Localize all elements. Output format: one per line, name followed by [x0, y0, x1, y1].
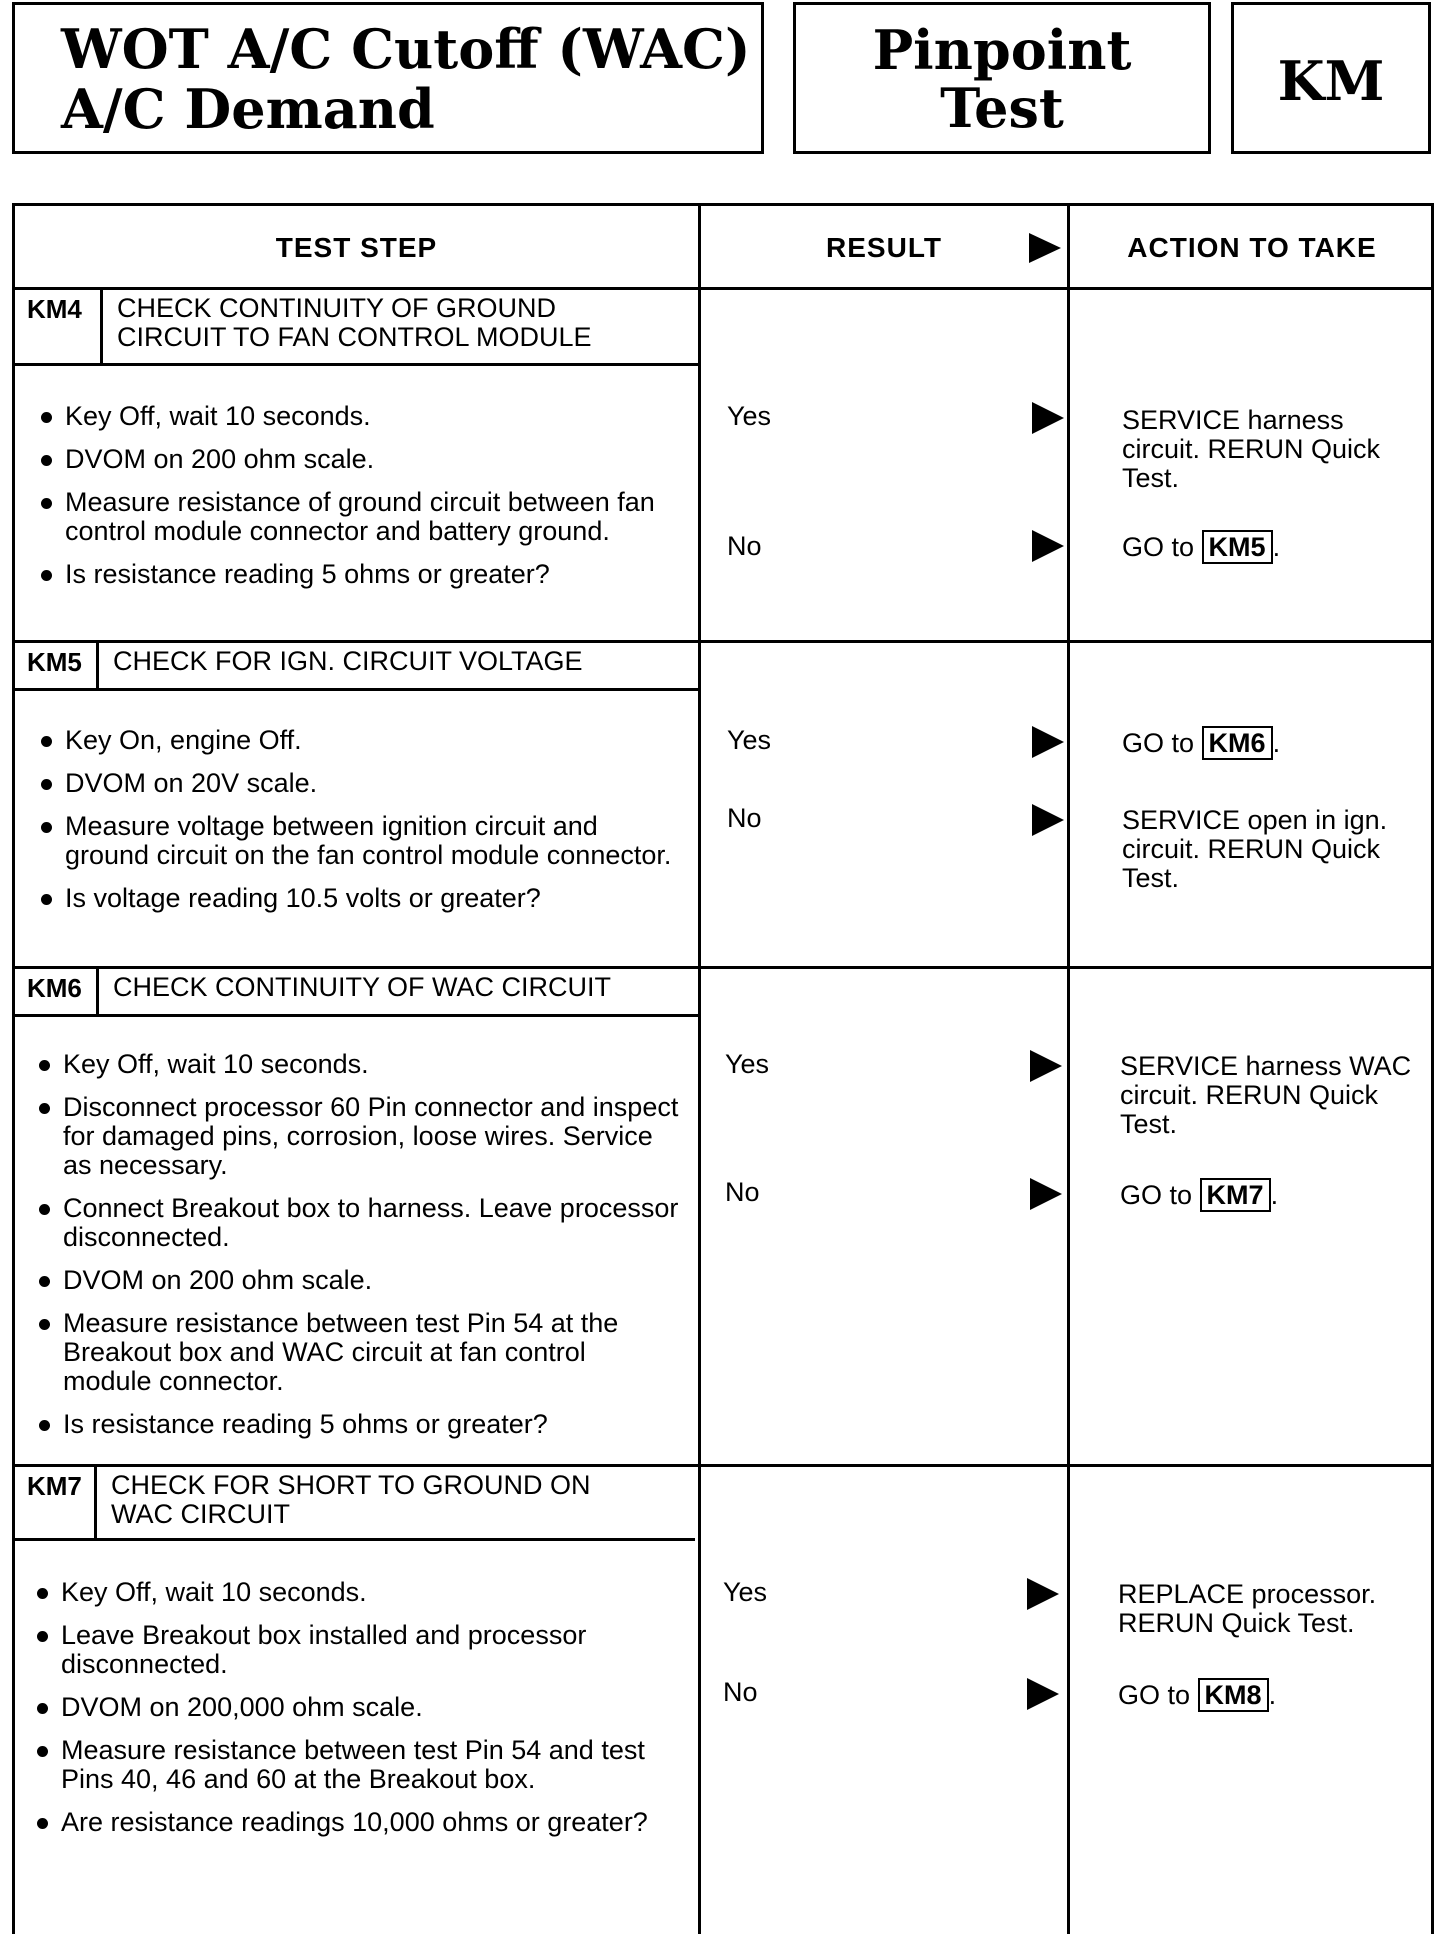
- step-reference: KM8: [1198, 1678, 1269, 1712]
- step-id: KM4: [15, 290, 103, 363]
- result-arrow-icon: [1032, 726, 1064, 758]
- column-divider: [1067, 206, 1070, 1934]
- step-reference: KM5: [1202, 530, 1273, 564]
- result-arrow-icon: [1032, 530, 1064, 562]
- result-no-km7: No: [723, 1677, 758, 1707]
- list-item: Are resistance readings 10,000 ohms or greater?: [29, 1808, 679, 1837]
- column-header-test-step: TEST STEP: [275, 232, 438, 263]
- action-yes-km4: SERVICE harness circuit. RERUN Quick Test.: [1122, 405, 1381, 493]
- result-arrow-icon: [1027, 1678, 1059, 1710]
- title-line-1: WOT A/C Cutoff (WAC): [61, 17, 751, 81]
- step-id: KM5: [15, 643, 99, 688]
- step-instructions-km7: [29, 1578, 679, 1851]
- action-text: .: [1272, 728, 1281, 758]
- list-item: Key Off, wait 10 seconds.: [29, 1578, 679, 1607]
- procedure-title: [12, 2, 764, 154]
- action-text: .: [1268, 1680, 1277, 1710]
- action-no-km6: [1120, 1178, 1278, 1212]
- step-label-km6: [15, 969, 698, 1017]
- action-yes-km5: [1122, 726, 1280, 760]
- list-item: DVOM on 200 ohm scale.: [33, 445, 673, 474]
- list-item: Leave Breakout box installed and processor disconnected.: [29, 1621, 679, 1679]
- step-instructions-km4: [33, 402, 673, 603]
- list-item: Is voltage reading 10.5 volts or greater?: [33, 884, 673, 913]
- result-yes-km5: Yes: [727, 725, 772, 755]
- pinpoint-line-1: Pinpoint: [872, 18, 1132, 82]
- result-arrow-icon: [1032, 804, 1064, 836]
- result-no-km4: No: [727, 531, 762, 561]
- list-item: DVOM on 200,000 ohm scale.: [29, 1693, 679, 1722]
- step-instructions-km6: [31, 1050, 681, 1453]
- result-yes-km6: Yes: [725, 1049, 770, 1079]
- result-no-km5: No: [727, 803, 762, 833]
- list-item: Measure resistance between test Pin 54 at the Breakout box and WAC circuit at fan control module connector.: [31, 1309, 681, 1396]
- list-item: Measure voltage between ignition circuit and ground circuit on the fan control module connector.: [33, 812, 673, 870]
- list-item: Measure resistance between test Pin 54 and test Pins 40, 46 and 60 at the Breakout box.: [29, 1736, 679, 1794]
- action-yes-km7: REPLACE processor. RERUN Quick Test.: [1118, 1579, 1377, 1638]
- action-no-km7: [1118, 1678, 1276, 1712]
- result-arrow-icon: [1030, 1050, 1062, 1082]
- action-text: GO to: [1122, 728, 1195, 758]
- column-header-action: ACTION TO TAKE: [1127, 232, 1377, 263]
- pinpoint-test-table: [12, 203, 1434, 1934]
- step-label-km7: [15, 1467, 695, 1541]
- pinpoint-test-label: [793, 2, 1211, 154]
- list-item: Key Off, wait 10 seconds.: [31, 1050, 681, 1079]
- step-reference: KM7: [1200, 1178, 1271, 1212]
- step-id: KM6: [15, 969, 99, 1014]
- result-arrow-icon: [1032, 402, 1064, 434]
- list-item: Key Off, wait 10 seconds.: [33, 402, 673, 431]
- step-id: KM7: [15, 1467, 97, 1538]
- list-item: DVOM on 200 ohm scale.: [31, 1266, 681, 1295]
- test-code: KM: [1231, 2, 1431, 154]
- step-title: CHECK CONTINUITY OF GROUND CIRCUIT TO FAN CONTROL MODULE: [117, 293, 592, 352]
- list-item: Is resistance reading 5 ohms or greater?: [33, 560, 673, 589]
- step-label-km5: [15, 643, 698, 691]
- action-yes-km6: SERVICE harness WAC circuit. RERUN Quick Test.: [1120, 1051, 1412, 1139]
- result-no-km6: No: [725, 1177, 760, 1207]
- action-text: GO to: [1122, 532, 1195, 562]
- step-title: CHECK FOR SHORT TO GROUND ON WAC CIRCUIT: [111, 1470, 591, 1529]
- result-arrow-icon: [1029, 233, 1061, 263]
- list-item: Is resistance reading 5 ohms or greater?: [31, 1410, 681, 1439]
- action-text: .: [1272, 532, 1281, 562]
- result-yes-km7: Yes: [723, 1577, 768, 1607]
- action-text: GO to: [1118, 1680, 1191, 1710]
- result-arrow-icon: [1027, 1578, 1059, 1610]
- step-instructions-km5: [33, 726, 673, 927]
- step-label-km4: [15, 290, 698, 366]
- column-header-result: RESULT: [826, 232, 942, 263]
- action-text: GO to: [1120, 1180, 1193, 1210]
- title-line-2: A/C Demand: [61, 77, 435, 141]
- step-title: CHECK CONTINUITY OF WAC CIRCUIT: [113, 972, 611, 1002]
- pinpoint-line-2: Test: [940, 76, 1064, 140]
- column-divider: [698, 206, 701, 1934]
- list-item: DVOM on 20V scale.: [33, 769, 673, 798]
- result-yes-km4: Yes: [727, 401, 772, 431]
- list-item: Disconnect processor 60 Pin connector and inspect for damaged pins, corrosion, loose wires. Service as necessary.: [31, 1093, 681, 1180]
- list-item: Measure resistance of ground circuit between fan control module connector and battery ground.: [33, 488, 673, 546]
- list-item: Key On, engine Off.: [33, 726, 673, 755]
- action-no-km4: [1122, 530, 1280, 564]
- action-text: .: [1270, 1180, 1279, 1210]
- result-arrow-icon: [1030, 1178, 1062, 1210]
- list-item: Connect Breakout box to harness. Leave processor disconnected.: [31, 1194, 681, 1252]
- step-title: CHECK FOR IGN. CIRCUIT VOLTAGE: [113, 646, 583, 676]
- action-no-km5: SERVICE open in ign. circuit. RERUN Quick Test.: [1122, 805, 1388, 893]
- step-reference: KM6: [1202, 726, 1273, 760]
